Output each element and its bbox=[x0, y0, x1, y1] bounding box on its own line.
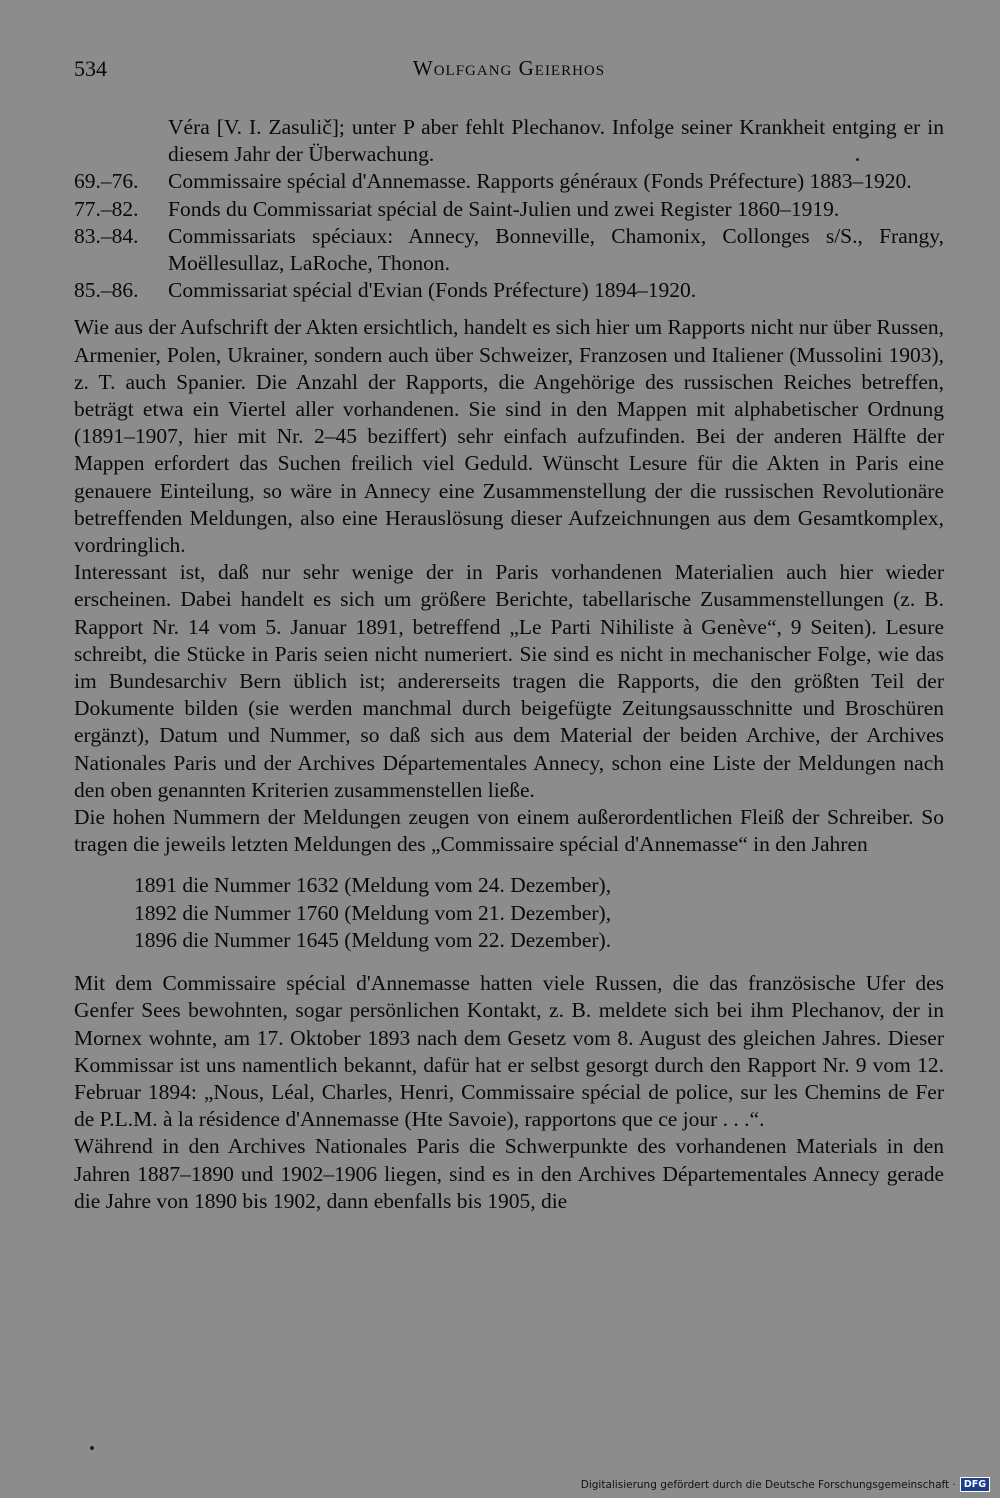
scan-speck bbox=[90, 1446, 94, 1450]
list-item: 1896 die Nummer 1645 (Meldung vom 22. Dezember). bbox=[134, 927, 612, 952]
continuation-text: Véra [V. I. Zasulič]; unter P aber fehlt Plechanov. Infolge seiner Krankheit entging er in diesem Jahr der Überwachung. bbox=[168, 115, 944, 167]
archive-entry bbox=[74, 223, 944, 277]
entry-number: 85.–86. bbox=[74, 278, 139, 303]
paragraph: Während in den Archives Nationales Paris die Schwerpunkte des vorhandenen Materials in den Jahren 1887–1890 und 1902–1906 liegen, sind es in den Archives Départementales Annecy gerade die Jahre von 1890 bis 1902, dann ebenfalls bis 1905, die bbox=[74, 1134, 944, 1213]
archive-entry bbox=[74, 196, 944, 223]
list-item: 1892 die Nummer 1760 (Meldung vom 21. Dezember), bbox=[134, 900, 612, 925]
number-list bbox=[74, 872, 944, 954]
entry-text: Commissariats spéciaux: Annecy, Bonneville, Chamonix, Collonges s/S., Frangy, Moëllesullaz, LaRoche, Thonon. bbox=[168, 223, 944, 276]
archive-entry bbox=[74, 168, 944, 195]
footer-text: Digitalisierung gefördert durch die Deutsche Forschungsgemeinschaft · bbox=[580, 1478, 956, 1491]
entry-text: Commissaire spécial d'Annemasse. Rapports généraux (Fonds Préfecture) 1883–1920. bbox=[168, 169, 912, 194]
page-number: 534 bbox=[74, 56, 107, 81]
paragraph: Wie aus der Aufschrift der Akten ersichtlich, handelt es sich hier um Rapports nicht nur über Russen, Armenier, Polen, Ukrainer, sondern auch über Schweizer, Franzosen und Italiener (Mussolini 1903), z. T. auch Spanier. Die Anzahl der Rapports, die Angehörige des russischen Reiches betreffen, beträgt etwa ein Viertel aller vorhandenen. Sie sind in den Mappen mit alphabetischer Ordnung (1891–1907, hier mit Nr. 2–45 beziffert) sehr einfach aufzufinden. Bei der anderen Hälfte der Mappen erfordert das Suchen freilich viel Geduld. Wünscht Lesure für die Akten in Paris eine genauere Einteilung, so wäre in Annecy eine Zusammenstellung der die russischen Revolutionäre betreffenden Meldungen, also eine Herauslösung dieser Aufzeichnungen aus dem Gesamtkomplex, vordringlich. bbox=[74, 315, 944, 558]
entry-text: Commissariat spécial d'Evian (Fonds Préfecture) 1894–1920. bbox=[168, 278, 697, 303]
spacer bbox=[74, 304, 944, 314]
body-text bbox=[74, 114, 944, 1215]
scan-speck bbox=[856, 158, 859, 161]
entry-number: 69.–76. bbox=[74, 169, 139, 194]
paragraph: Interessant ist, daß nur sehr wenige der in Paris vorhandenen Materialien auch hier wieder erscheinen. Dabei handelt es sich um größere Berichte, tabellarische Zusammenstellungen (z. B. Rapport Nr. 14 vom 5. Januar 1891, betreffend „Le Parti Nihiliste à Genève“, 9 Seiten). Lesure schreibt, die Stücke in Paris seien nicht numeriert. Sie sind es nicht in mechanischer Folge, wie das im Bundesarchiv Bern üblich ist; andererseits tragen die Rapports, die den größten Teil der Dokumente bilden (sie werden manchmal durch beigefügte Zeitungsausschnitte und Broschüren ergänzt), Datum und Nummer, so daß sich aus dem Material der beiden Archive, der Archives Nationales Paris und der Archives Départementales Annecy, schon eine Liste der Meldungen nach den oben genannten Kriterien zusammenstellen ließe. bbox=[74, 560, 944, 802]
digitization-footer bbox=[581, 1477, 990, 1492]
page-header bbox=[74, 56, 944, 86]
paragraph: Mit dem Commissaire spécial d'Annemasse hatten viele Russen, die das französische Ufer des Genfer Sees bewohnten, sogar persönlichen Kontakt, z. B. meldete sich bei ihm Plechanov, der in Mornex wohnte, am 17. Oktober 1893 nach dem Gesetz vom 8. August des gleichen Jahres. Dieser Kommissar ist uns namentlich bekannt, dafür hat er selbst gesorgt durch den Rapport Nr. 9 vom 12. Februar 1894: „Nous, Léal, Charles, Henri, Commissaire spécial de police, sur les Chemins de Fer de P.L.M. à la résidence d'Annemasse (Hte Savoie), rapportons que ce jour . . .“. bbox=[74, 971, 944, 1132]
paragraph: Die hohen Nummern der Meldungen zeugen von einem außerordentlichen Fleiß der Schreiber. So tragen die jeweils letzten Meldungen des „Commissaire spécial d'Annemasse“ in den Jahren bbox=[74, 805, 944, 857]
list-item: 1891 die Nummer 1632 (Meldung vom 24. Dezember), bbox=[134, 873, 612, 898]
entry-number: 77.–82. bbox=[74, 196, 139, 221]
running-head: Wolfgang Geierhos bbox=[412, 56, 606, 80]
entry-number: 83.–84. bbox=[74, 223, 139, 248]
dfg-logo: DFG bbox=[960, 1477, 990, 1492]
entry-text: Fonds du Commissariat spécial de Saint-Julien und zwei Register 1860–1919. bbox=[168, 196, 840, 221]
archive-entry bbox=[74, 277, 944, 304]
